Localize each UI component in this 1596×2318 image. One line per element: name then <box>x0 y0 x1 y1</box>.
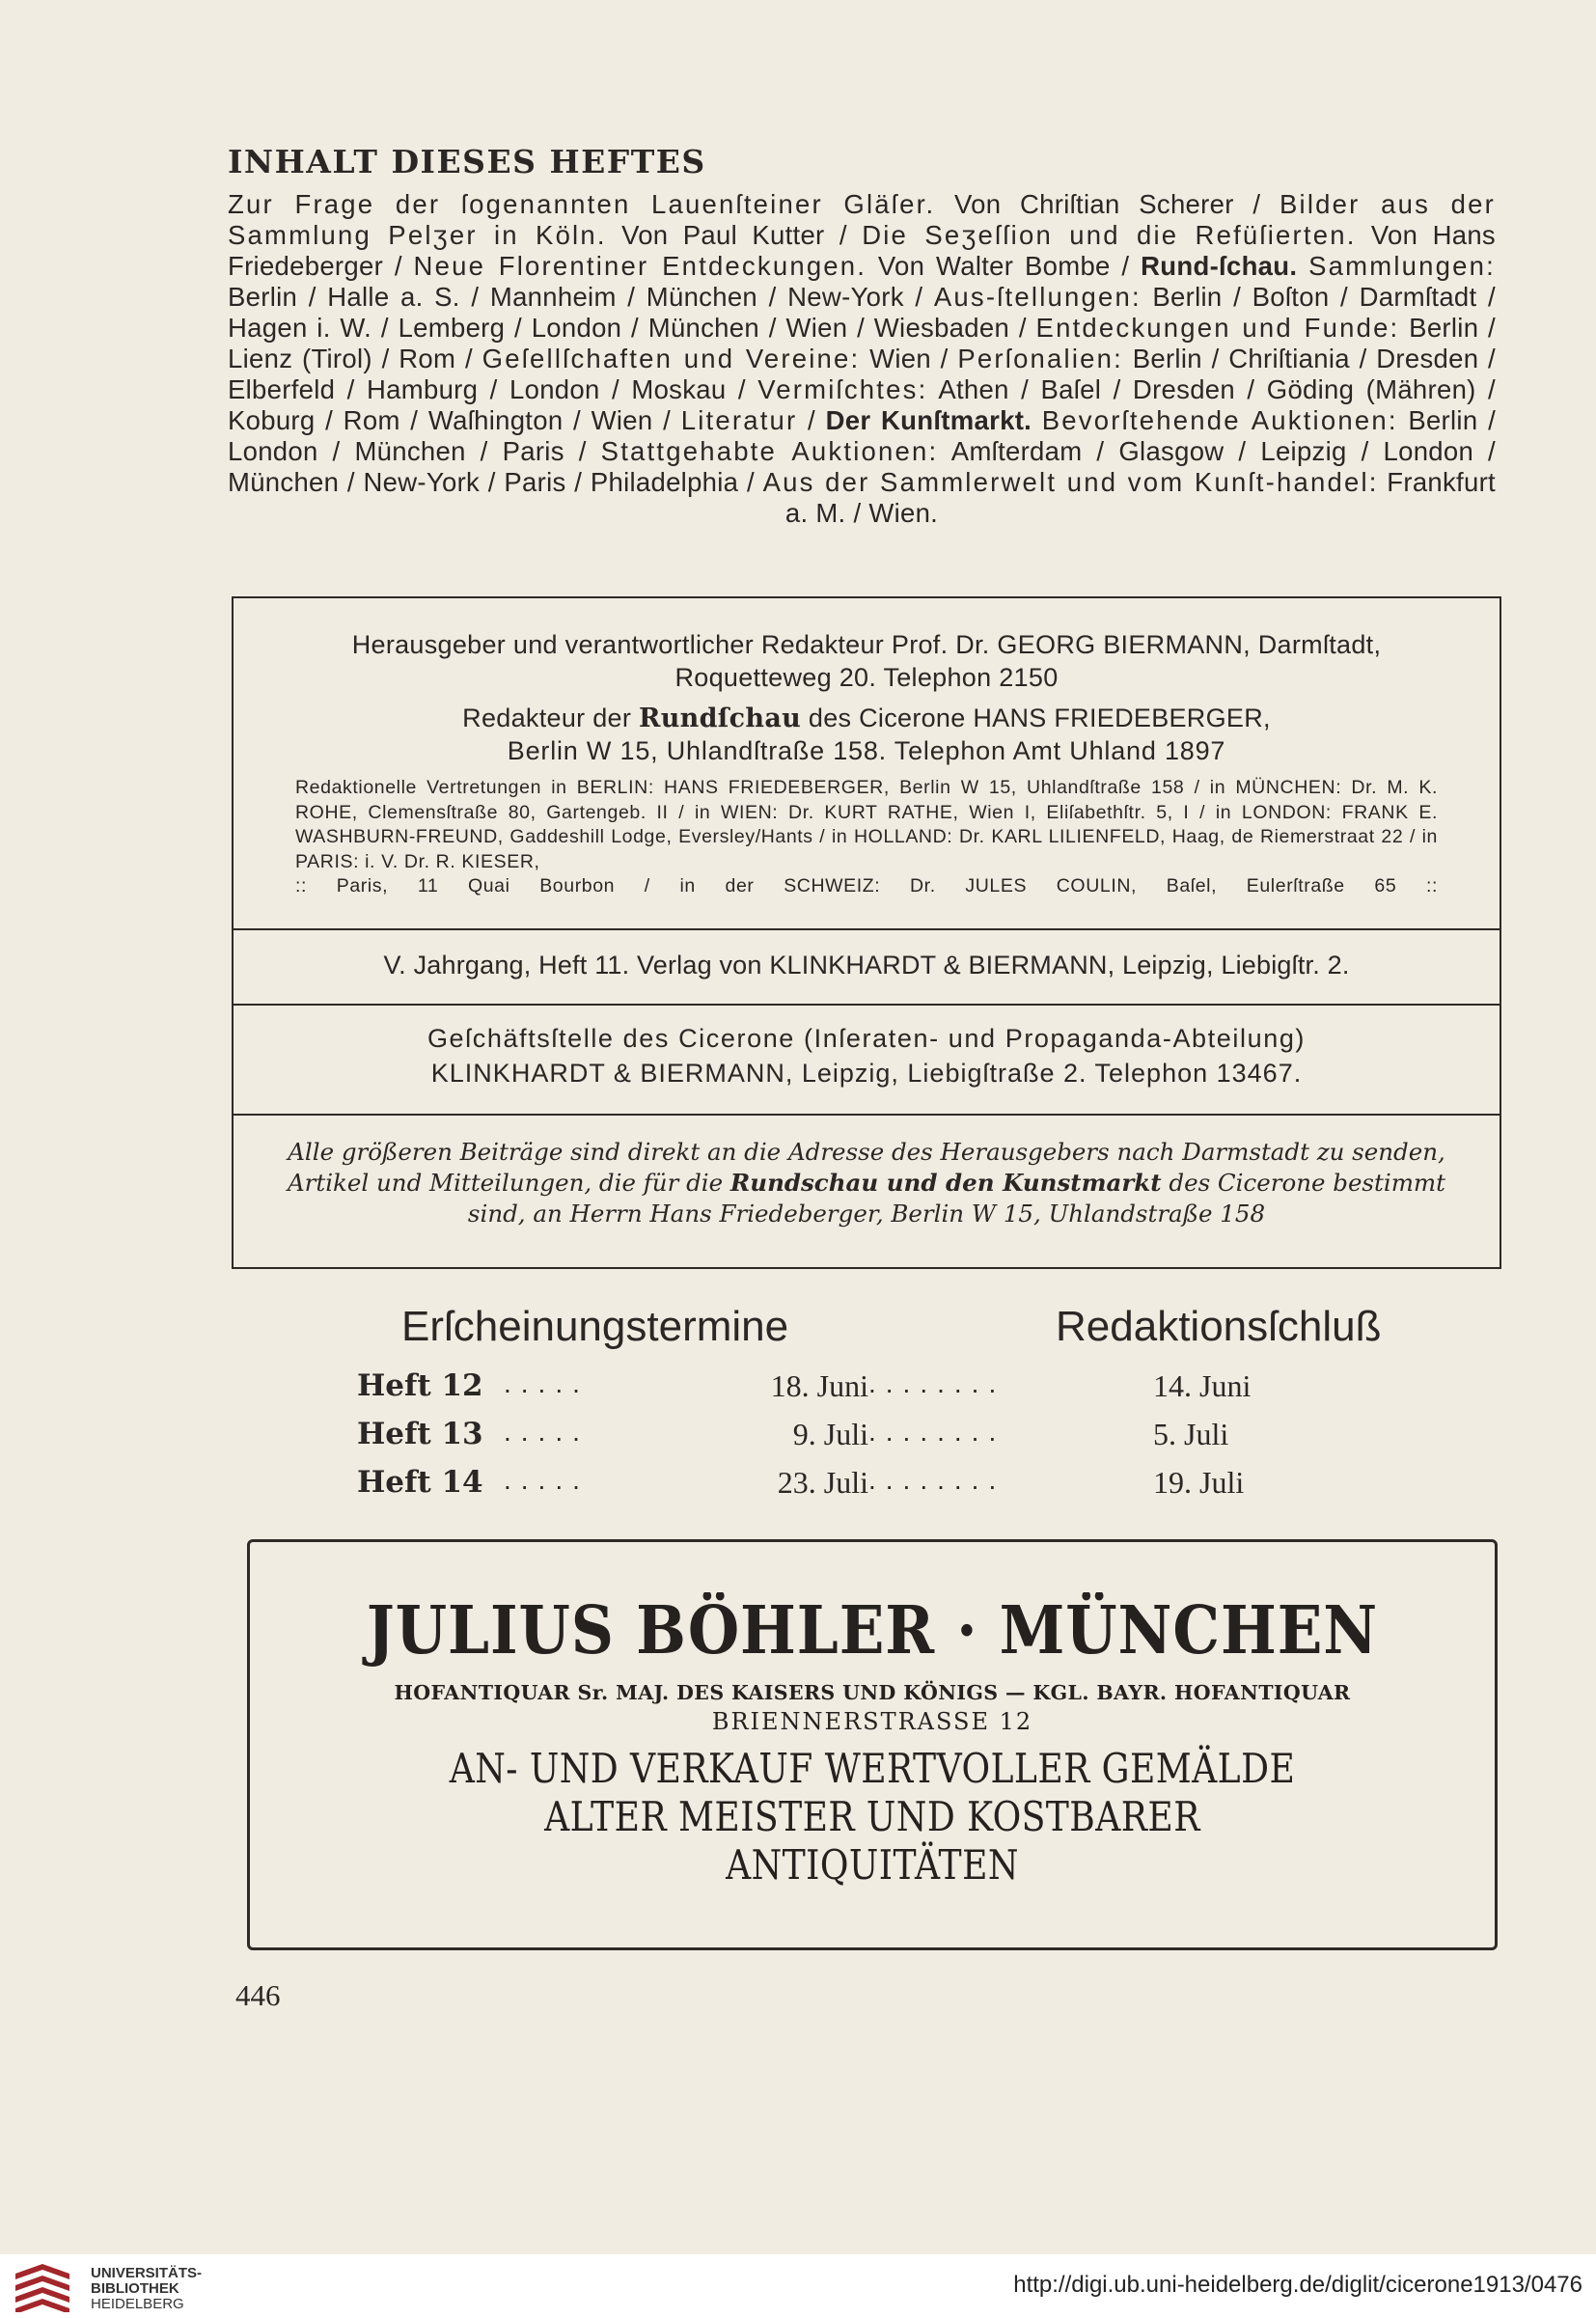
footer-bar <box>0 2254 1596 2318</box>
leader-dots: ........ <box>868 1465 1006 1495</box>
note-line-1: Alle größeren Beiträge sind direkt an die Adresse des Herausgebers nach Darmstadt zu senden, <box>288 1138 1445 1166</box>
editorial-deadline: 14. Juni <box>1153 1368 1252 1403</box>
office-line-1: Geſchäftsſtelle des Cicerone (Inſeraten- und Propaganda-Abteilung) <box>427 1024 1307 1053</box>
publication-date: 18. Juni <box>770 1368 868 1403</box>
library-logo-icon <box>12 2260 73 2312</box>
rundschau-pre: Redakteur der <box>462 704 639 732</box>
toc-spaced-text: Neue Florentiner Entdeckungen. <box>413 251 867 281</box>
toc-text: Frankfurt a. M. / Wien. <box>784 467 1496 528</box>
library-name <box>91 2266 202 2312</box>
editorial-deadline: 19. Juli <box>1153 1465 1245 1500</box>
note-2-post: des Cicerone bestimmt <box>1161 1169 1446 1197</box>
leader-dots: ..... <box>504 1465 590 1495</box>
editorial-deadline: 5. Juli <box>1153 1417 1229 1451</box>
heft-label: Heft 13 <box>357 1417 483 1451</box>
ad-line-1: HOFANTIQUAR Sr. MAJ. DES KAISERS UND KÖNIGS — KGL. BAYR. HOFANTIQUAR <box>394 1681 1351 1704</box>
toc-text: Von Chriſtian Scherer / <box>935 189 1280 219</box>
editor-line-1: Herausgeber und verantwortlicher Redakteur Prof. Dr. GEORG BIERMANN, Darmſtadt, <box>351 630 1382 659</box>
toc-text <box>1032 405 1042 435</box>
heft-label: Heft 14 <box>357 1465 483 1500</box>
schedule-row <box>357 1368 1274 1413</box>
leader-dots: ..... <box>504 1417 590 1447</box>
toc-text: Wien / <box>860 344 958 373</box>
leader-dots: ........ <box>868 1417 1006 1447</box>
divider <box>234 1114 1500 1116</box>
note-line-2 <box>234 1168 1500 1198</box>
toc-text: Berlin / Lienz (Tirol) / Rom / <box>228 313 1496 373</box>
toc-text: Von Hans Friedeberger / <box>228 220 1496 281</box>
page-number: 446 <box>235 1978 281 2012</box>
toc-spaced-text: Aus-ſtellungen: <box>933 282 1142 312</box>
rundschau-bold: Rundſchau <box>638 704 802 733</box>
toc-text: Athen / Baſel / Dresden / Göding (Mähren) / Koburg / Rom / Waſhington / Wien / <box>228 374 1496 435</box>
note-2-bold: Rundschau und den Kunstmarkt <box>729 1169 1162 1197</box>
note-2-pre: Artikel und Mitteilungen, die für die <box>287 1169 730 1197</box>
leader-dots: ........ <box>868 1368 1006 1398</box>
editor-line-2: Roquetteweg 20. Telephon 2150 <box>674 663 1059 692</box>
toc-spaced-text: Sammlungen: <box>1308 251 1496 281</box>
library-name-line-3: HEIDELBERG <box>91 2296 184 2312</box>
toc-spaced-text: Zur Frage der <box>228 189 461 219</box>
toc-text: Berlin / Halle a. S. / Mannheim / München / New-York / <box>228 282 934 312</box>
toc-section-title: Der Kunſtmarkt. <box>825 405 1032 435</box>
rundschau-post: des Cicerone HANS FRIEDEBERGER, <box>801 704 1271 732</box>
heft-label: Heft 12 <box>357 1368 483 1403</box>
toc-text: Amſterdam / Glasgow / Leipzig / London / München / New-York / Paris / Philadelphia / <box>228 436 1496 497</box>
library-name-line-1: UNIVERSITÄTS- <box>91 2265 203 2281</box>
toc-text: Berlin / London / München / Paris / <box>228 405 1497 466</box>
masthead-box <box>232 596 1501 1269</box>
schedule-row <box>357 1417 1274 1461</box>
toc-text: Berlin / Boſton / Darmſtadt / Hagen i. W. / Lemberg / London / München / Wien / Wiesbaden / <box>228 282 1496 343</box>
toc-text: Von Paul Kutter / <box>606 220 863 250</box>
toc-text: Berlin / Chriſtiania / Dresden / Elberfeld / Hamburg / London / Moskau / <box>228 344 1496 404</box>
toc-spaced-text: Entdeckungen und Funde: <box>1035 313 1400 343</box>
library-name-line-2: BIBLIOTHEK <box>91 2280 179 2297</box>
toc-spaced-text: Geſellſchaften und Vereine: <box>482 344 861 373</box>
ad-line-3: AN- UND VERKAUF WERTVOLLER GEMÄLDE <box>449 1745 1296 1792</box>
toc-section-title: Rund-ſchau. <box>1141 251 1298 281</box>
contents-heading: INHALT DIESES HEFTES <box>228 143 706 180</box>
source-url-link[interactable]: http://digi.ub.uni-heidelberg.de/diglit/cicerone1913/0476 <box>1013 2272 1582 2298</box>
toc-spaced-text: Literatur <box>680 405 798 435</box>
toc-text <box>1297 251 1308 281</box>
rundschau-line-2: Berlin W 15, Uhlandſtraße 158. Telephon Amt Uhland 1897 <box>507 736 1226 765</box>
leader-dots: ..... <box>504 1368 590 1398</box>
toc-spaced-text: ſogenannten Lauenſteiner Gläſer. <box>460 189 936 219</box>
schedule-row <box>357 1465 1274 1509</box>
ad-line-2: BRIENNERSTRASSE 12 <box>711 1708 1033 1735</box>
rundschau-line-1 <box>234 703 1500 734</box>
toc-spaced-text: Stattgehabte Auktionen: <box>600 436 939 466</box>
table-of-contents <box>228 189 1496 529</box>
schedule-header-erscheinung: Erſcheinungstermine <box>401 1303 789 1350</box>
publisher-line: V. Jahrgang, Heft 11. Verlag von KLINKHARDT & BIERMANN, Leipzig, Liebigſtr. 2. <box>383 951 1350 980</box>
representatives: Redaktionelle Vertretungen in BERLIN: HANS FRIEDEBERGER, Berlin W 15, Uhlandſtraße 158 / in MÜNCHEN: Dr. M. K. ROHE, Clemensſtraße 80, Gartengeb. II / in WIEN: Dr. KURT RATHE, Wien I, Eliſabethſtr. 5, I / in LONDON: FRANK E. WASHBURN-FREUND, Gaddeshill Lodge, Eversley/Hants / in HOLLAND: Dr. KARL LILIENFELD, Haag, de Riemerstraat 22 / in PARIS: i. V. Dr. R. KIESER, <box>295 777 1438 872</box>
publication-date: 9. Juli <box>792 1417 868 1451</box>
divider <box>234 928 1500 930</box>
office-line-2: KLINKHARDT & BIERMANN, Leipzig, Liebigſtraße 2. Telephon 13467. <box>430 1059 1303 1088</box>
ad-line-5: ANTIQUITÄTEN <box>726 1841 1019 1889</box>
divider <box>234 1004 1500 1006</box>
toc-spaced-text: Vermiſchtes: <box>757 374 928 404</box>
note-line-3: sind, an Herrn Hans Friedeberger, Berlin W 15, Uhlandstraße 158 <box>467 1200 1266 1228</box>
publication-date: 23. Juli <box>777 1465 868 1500</box>
ad-title: JULIUS BÖHLER · MÜNCHEN <box>366 1592 1379 1670</box>
schedule-header-redaktionsschluss: Redaktionsſchluß <box>1056 1303 1382 1350</box>
toc-spaced-text: Aus der Sammlerwelt und vom Kunſt-handel: <box>762 467 1379 497</box>
representatives-last: :: Paris, 11 Quai Bourbon / in der SCHWEIZ: Dr. JULES COULIN, Baſel, Eulerſtraße 65 :: <box>295 875 1438 897</box>
toc-spaced-text: Bevorſtehende Auktionen: <box>1041 405 1398 435</box>
toc-spaced-text: Perſonalien: <box>957 344 1123 373</box>
ad-line-4: ALTER MEISTER UND KOSTBARER <box>544 1793 1200 1840</box>
logo-chevron <box>15 2299 69 2312</box>
toc-text: Von Walter Bombe / <box>867 251 1142 281</box>
toc-spaced-text: Bilder aus der Sammlung Pelʒer in Köln. <box>228 189 1497 250</box>
toc-text: / <box>797 405 826 435</box>
toc-spaced-text: Die Seʒeſſion und die Refüſierten. <box>862 220 1357 250</box>
advertisement-box <box>247 1539 1498 1950</box>
